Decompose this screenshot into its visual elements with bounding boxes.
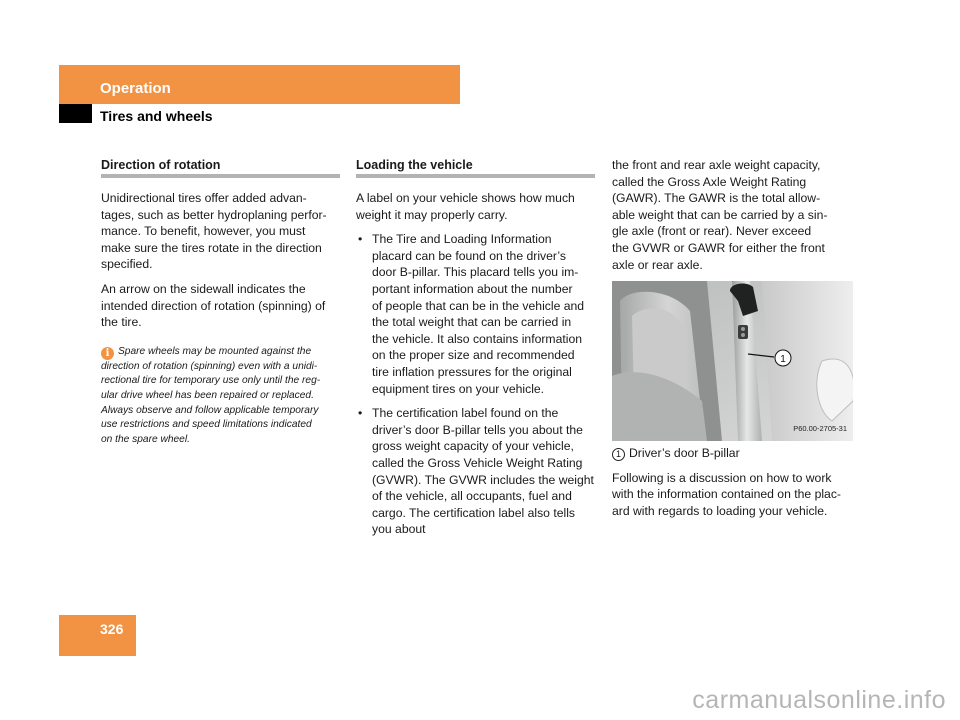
list-item <box>356 405 601 538</box>
figure-callout-label: 1 <box>780 354 786 366</box>
info-note <box>101 345 345 448</box>
bullet-icon: • <box>358 232 363 247</box>
heading-loading-the-vehicle: Loading the vehicle <box>356 158 473 172</box>
figure-code: P60.00-2705-31 <box>793 423 847 433</box>
section-title: Operation <box>100 80 171 97</box>
list-item-text: The certification label found on the driver’s door B-pillar tells you about the gross weight capacity of your vehicle, called the Gross Vehicle Weight Rating (GVWR). The GVWR includes the weight of the vehicle, all occupants, fuel and cargo. The certification label also tells you about <box>372 406 594 537</box>
heading-rule <box>356 174 595 178</box>
paragraph: the front and rear axle weight capacity, called the Gross Axle Weight Rating (GAWR). The GAWR is the total allow- able weight that can be carried by a sin- gle axle (front or rear). Never exceed the GVWR or GAWR for either the front axle or rear axle. <box>612 158 828 272</box>
page-number: 326 <box>100 621 124 637</box>
column-2 <box>356 157 601 546</box>
watermark: carmanualsonline.info <box>692 686 946 714</box>
bullet-icon: • <box>358 406 363 421</box>
subsection-title: Tires and wheels <box>100 108 213 124</box>
header-marker <box>59 104 92 123</box>
b-pillar-photo <box>612 281 853 441</box>
heading-rule <box>101 174 340 178</box>
list-item-text: The Tire and Loading Information placard can be found on the driver’s door B-pillar. This placard tells you im- portant information about the number of people that can be in the vehicle and the total weight that can be carried in the vehicle. It also contains information on the proper size and recommended tire inflation pressures for the original equipment tires on your vehicle. <box>372 232 585 396</box>
list-item <box>356 231 601 397</box>
column-3 <box>612 157 858 528</box>
paragraph: An arrow on the sidewall indicates the intended direction of rotation (spinning) of the tire. <box>101 281 326 330</box>
b-pillar-illustration <box>612 281 853 441</box>
note-text: Spare wheels may be mounted against the direction of rotation (spinning) even with a unidi- rectional tire for temporary use only until the reg- ular drive wheel has been repaired or replaced. Always observe and follow applicable temporary use restrictions and speed limitations indicated on the spare wheel. <box>101 345 321 445</box>
paragraph: Unidirectional tires offer added advan- tages, such as better hydroplaning perfor- mance. To benefit, however, you must make sure the tires rotate in the direction specified. <box>101 191 327 272</box>
paragraph: Following is a discussion on how to work with the information contained on the plac- ard with regards to loading your vehicle. <box>612 470 841 518</box>
heading-direction-of-rotation: Direction of rotation <box>101 158 221 172</box>
page-number-tab <box>59 615 136 656</box>
info-icon: i <box>101 347 114 360</box>
caption-text: Driver’s door B-pillar <box>629 446 740 461</box>
column-1 <box>101 157 345 447</box>
figure-caption <box>612 445 858 462</box>
paragraph: A label on your vehicle shows how much weight it may properly carry. <box>356 191 575 222</box>
callout-number: 1 <box>612 448 625 461</box>
